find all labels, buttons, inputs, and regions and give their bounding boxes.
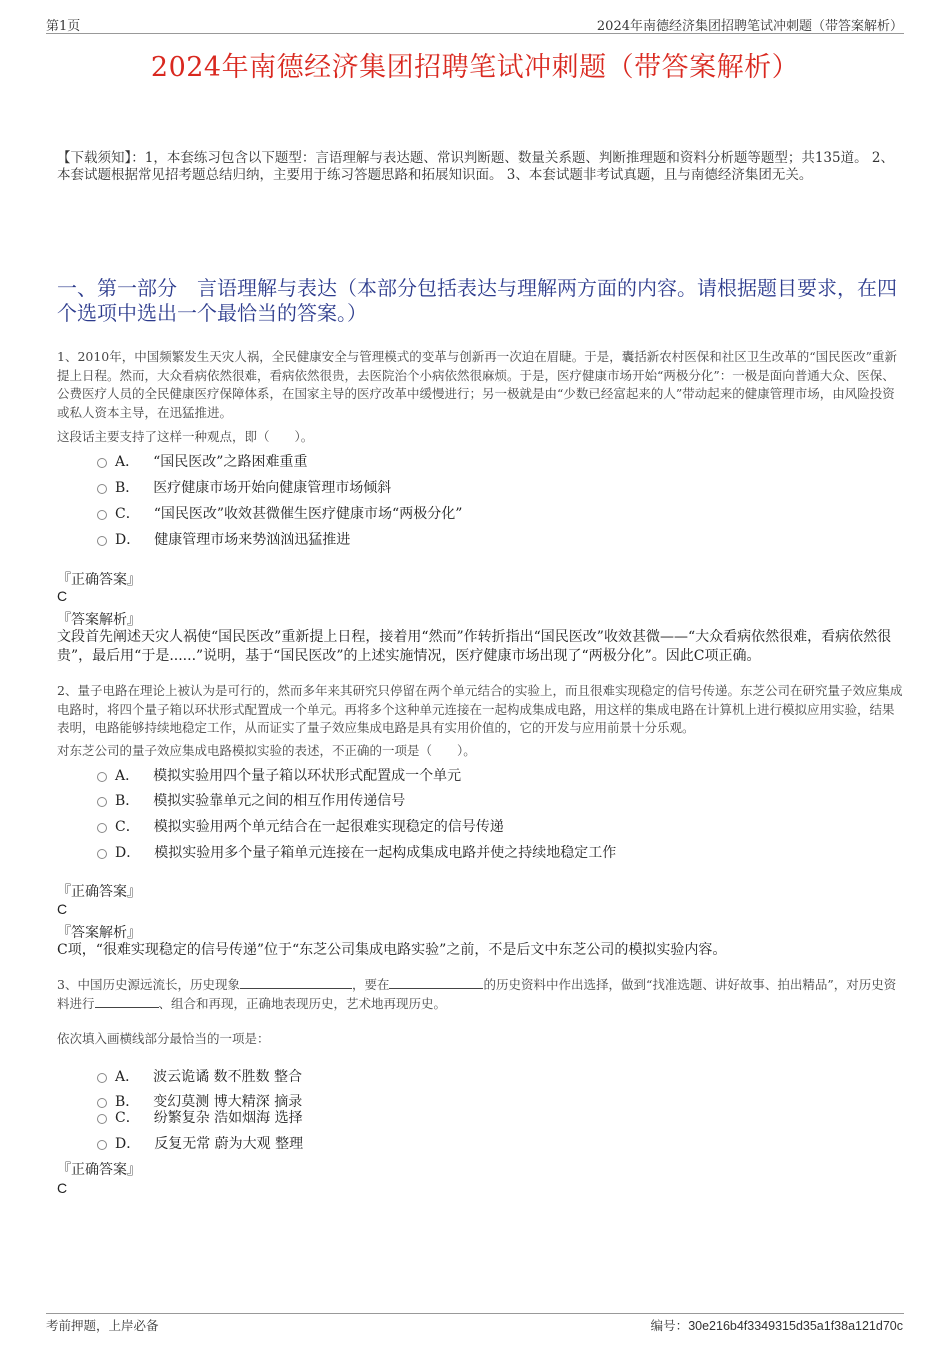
q1-option-d[interactable]: [97, 529, 350, 549]
option-letter: A．: [115, 1069, 140, 1085]
q3-stem-part: 的历史资料中作出选择，做到“找准选题、讲好故事、拍出精品”，对历史资料进行: [57, 977, 897, 1011]
radio-icon[interactable]: [97, 797, 107, 807]
option-letter: B．: [115, 1094, 140, 1110]
q2-correct-answer-label: 『正确答案』: [57, 884, 141, 900]
header-doc-title: 2024年南德经济集团招聘笔试冲刺题（带答案解析）: [596, 19, 903, 34]
option-text: 医疗健康市场开始向健康管理市场倾斜: [153, 480, 392, 496]
q3-correct-answer-label: 『正确答案』: [57, 1162, 141, 1178]
q3-question: 依次填入画横线部分最恰当的一项是：: [57, 1031, 270, 1046]
option-letter: C．: [115, 819, 140, 835]
radio-icon[interactable]: [97, 823, 107, 833]
q3-option-d[interactable]: [97, 1133, 303, 1153]
footer-code-value: 30e216b4f3349315d35a1f38a121d70c: [688, 1319, 903, 1333]
option-text: 模拟实验靠单元之间的相互作用传递信号: [153, 793, 406, 809]
q1-option-c[interactable]: [97, 503, 462, 523]
q3-stem-part: 3、中国历史源远流长，历史现象: [57, 977, 240, 992]
footer-divider: [46, 1313, 904, 1314]
q1-answer: C: [57, 588, 68, 604]
option-letter: B．: [115, 480, 140, 496]
radio-icon[interactable]: [97, 849, 107, 859]
option-text: 模拟实验用两个单元结合在一起很难实现稳定的信号传递: [153, 819, 504, 835]
option-text: 波云诡谲 数不胜数 整合: [153, 1069, 303, 1085]
q3-stem-part: 、组合和再现，正确地表现历史，艺术地再现历史。: [158, 995, 447, 1011]
radio-icon[interactable]: [97, 1140, 107, 1150]
q1-analysis: 文段首先阐述天灾人祸使“国民医改”重新提上日程，接着用“然而”作转折指出“国民医改”收效甚微——“大众看病依然很难，看病依然很贵”，最后用“于是......”说明，基于“国民医改”的上述实施情况，医疗健康市场出现了“两极分化”。因此C项正确。: [57, 629, 892, 664]
section-heading: 一、第一部分 言语理解与表达（本部分包括表达与理解两方面的内容。请根据题目要求，在四个选项中选出一个最恰当的答案。）: [57, 276, 897, 325]
page-title: 2024年南德经济集团招聘笔试冲刺题（带答案解析）: [150, 52, 800, 83]
option-text: 反复无常 蔚为大观 整理: [154, 1136, 304, 1152]
option-text: 模拟实验用四个量子箱以环状形式配置成一个单元: [153, 768, 462, 784]
radio-icon[interactable]: [97, 772, 107, 782]
download-notice: 【下载须知】：1，本套练习包含以下题型：言语理解与表达题、常识判断题、数量关系题、判断推理题和资料分析题等题型；共135道。 2、本套试题根据常见招考题总结归纳，主要用于练习答题思路和拓展知识面。 3、本套试题非考试真题，且与南德经济集团无关。: [57, 150, 894, 183]
header-divider: [46, 33, 904, 34]
q1-correct-answer-label: 『正确答案』: [57, 572, 141, 588]
q2-option-a[interactable]: [97, 765, 461, 785]
radio-icon[interactable]: [97, 510, 107, 520]
q2-answer: C: [57, 901, 68, 917]
radio-icon[interactable]: [97, 1073, 107, 1083]
q2-option-b[interactable]: [97, 790, 405, 810]
option-letter: D．: [115, 845, 141, 861]
footer-slogan: 考前押题，上岸必备: [46, 1318, 159, 1333]
option-letter: A．: [115, 768, 140, 784]
option-letter: A．: [115, 454, 140, 470]
q1-option-b[interactable]: [97, 477, 391, 497]
option-letter: B．: [115, 793, 140, 809]
option-text: “国民医改”之路困难重重: [153, 454, 308, 470]
page-number: 第1页: [46, 19, 81, 34]
fill-blank-2: [389, 976, 483, 989]
option-text: 模拟实验用多个量子箱单元连接在一起构成集成电路并使之持续地稳定工作: [154, 845, 617, 861]
radio-icon[interactable]: [97, 484, 107, 494]
option-text: 纷繁复杂 浩如烟海 选择: [153, 1110, 303, 1126]
q3-option-a[interactable]: [97, 1066, 302, 1086]
q2-analysis: C项，“很难实现稳定的信号传递”位于“东芝公司集成电路实验”之前，不是后文中东芝公司的模拟实验内容。: [57, 942, 727, 958]
option-text: 健康管理市场来势汹汹迅猛推进: [154, 532, 351, 548]
q1-analysis-label: 『答案解析』: [57, 612, 141, 628]
q3-answer: C: [57, 1180, 68, 1196]
option-letter: D．: [115, 532, 141, 548]
option-letter: C．: [115, 1110, 140, 1126]
radio-icon[interactable]: [97, 536, 107, 546]
q3-option-c[interactable]: [97, 1107, 303, 1127]
q2-option-d[interactable]: [97, 842, 616, 862]
q2-stem: 2、量子电路在理论上被认为是可行的，然而多年来其研究只停留在两个单元结合的实验上，而且很难实现稳定的信号传递。东芝公司在研究量子效应集成电路时，将四个量子箱以环状形式配置成一个单元。再将多个这种单元连接在一起构成集成电路，用这样的集成电路在计算机上进行模拟应用实验，结果表明，电路能够持续地稳定工作，从而证实了量子效应集成电路是具有实用价值的，它的开发与应用前景十分乐观。: [57, 683, 903, 735]
fill-blank-1: [240, 976, 352, 989]
q2-question: 对东芝公司的量子效应集成电路模拟实验的表述，不正确的一项是（ ）。: [57, 743, 476, 758]
q1-question: 这段话主要支持了这样一种观点，即（ ）。: [57, 429, 314, 444]
option-text: 变幻莫测 博大精深 摘录: [153, 1094, 303, 1110]
q1-option-a[interactable]: [97, 451, 307, 471]
q2-analysis-label: 『答案解析』: [57, 925, 141, 941]
fill-blank-3: [95, 995, 159, 1008]
option-text: “国民医改”收效甚微催生医疗健康市场“两极分化”: [153, 506, 463, 522]
q1-stem: 1、2010年，中国频繁发生天灾人祸，全民健康安全与管理模式的变革与创新再一次迫在眉睫。于是，囊括新农村医保和社区卫生改革的“国民医改”重新提上日程。然而，大众看病依然很难，看病依然很贵，去医院治个小病依然很麻烦。于是，医疗健康市场开始“两极分化”：一极是面向普通大众、医保、公费医疗人员的全民健康医疗保障体系，在国家主导的医疗改革中缓慢进行；另一极就是由“少数已经富起来的人”带动起来的健康管理市场，由风险投资或私人资本主导，在迅猛推进。: [57, 349, 898, 420]
footer-code-label: 编号：: [650, 1318, 689, 1333]
radio-icon[interactable]: [97, 1114, 107, 1124]
q3-stem: [57, 976, 903, 1013]
q2-option-c[interactable]: [97, 816, 504, 836]
q3-stem-part: ，要在: [351, 977, 390, 992]
option-letter: C．: [115, 506, 140, 522]
option-letter: D．: [115, 1136, 141, 1152]
footer-code: [651, 1316, 903, 1334]
radio-icon[interactable]: [97, 458, 107, 468]
